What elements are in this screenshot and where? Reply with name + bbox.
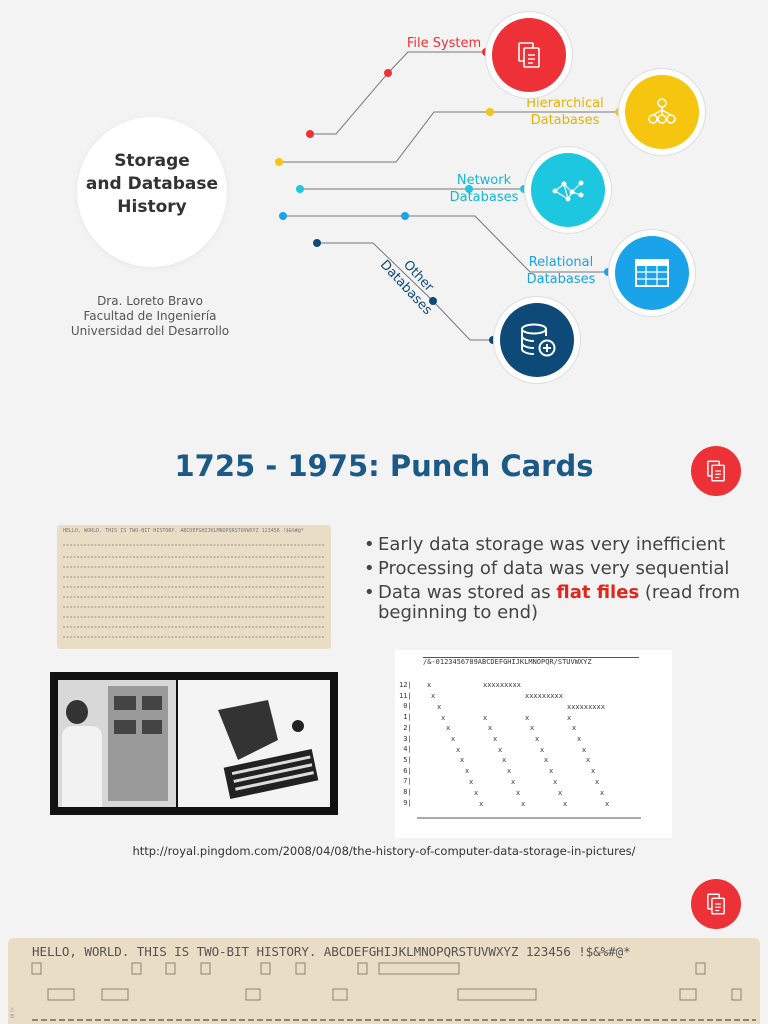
svg-text:x: x [563, 800, 568, 808]
code-row-label: 0| [399, 702, 412, 711]
keypunch-photo [50, 672, 338, 815]
svg-text:x: x [431, 692, 436, 700]
svg-text:x: x [441, 714, 446, 722]
hub-title: Storage and Database History [85, 151, 219, 217]
svg-text:x: x [507, 767, 512, 775]
document-files-icon [691, 446, 741, 496]
svg-text:x: x [586, 756, 591, 764]
svg-text:x: x [456, 746, 461, 754]
svg-text:x: x [605, 800, 610, 808]
network-graph-icon [531, 153, 605, 227]
svg-text:x: x [521, 800, 526, 808]
svg-text:x: x [525, 714, 530, 722]
code-row-label: 5| [399, 755, 412, 764]
svg-text:x: x [451, 735, 456, 743]
svg-text:x: x [493, 735, 498, 743]
svg-text:xxxxxxxxx: xxxxxxxxx [567, 703, 605, 711]
hierarchy-tree-icon [625, 75, 699, 149]
svg-text:x: x [600, 789, 605, 797]
database-add-icon [500, 303, 574, 377]
svg-text:x: x [540, 746, 545, 754]
branch-label-relational: Relational Databases [526, 255, 596, 287]
code-x-marks [395, 650, 672, 838]
svg-text:x: x [595, 778, 600, 786]
code-row-label: 11| [399, 691, 412, 700]
photo-right-panel [178, 680, 330, 807]
document-files-icon [492, 18, 566, 92]
card-edge-marker: △ ≡ [10, 1005, 15, 1020]
svg-text:x: x [577, 735, 582, 743]
svg-text:x: x [535, 735, 540, 743]
svg-text:x: x [488, 724, 493, 732]
code-row-label: 4| [399, 745, 412, 754]
node-dot [401, 212, 409, 220]
svg-text:x: x [516, 789, 521, 797]
code-row-label: 2| [399, 723, 412, 732]
branch-label-hierarchical: Hierarchical Databases [526, 96, 604, 128]
svg-text:x: x [474, 789, 479, 797]
svg-text:x: x [465, 767, 470, 775]
svg-text:x: x [502, 756, 507, 764]
svg-text:xxxxxxxxx: xxxxxxxxx [483, 681, 521, 689]
large-punch-card-holes [8, 938, 760, 1024]
svg-text:x: x [479, 800, 484, 808]
source-link[interactable]: http://royal.pingdom.com/2008/04/08/the-history-of-computer-data-storage-in-pictures/ [132, 844, 636, 858]
large-punch-card-header: HELLO, WORLD. THIS IS TWO-BIT HISTORY. ABCDEFGHIJKLMNOPQRSTUVWXYZ 123456 !$&%#@* [32, 944, 631, 959]
code-row-label: 7| [399, 777, 412, 786]
photo-left-panel [58, 680, 176, 807]
node-dot [296, 185, 304, 193]
code-header: /&-0123456789ABCDEFGHIJKLMNOPQR/STUVWXYZ [423, 658, 592, 666]
code-row-label: 8| [399, 788, 412, 797]
node-dot [275, 158, 283, 166]
node-dot [486, 108, 494, 116]
svg-text:x: x [591, 767, 596, 775]
code-row-label: 6| [399, 766, 412, 775]
svg-text:x: x [558, 789, 563, 797]
svg-text:x: x [437, 703, 442, 711]
branch-ring-network [524, 146, 612, 234]
svg-text:x: x [572, 724, 577, 732]
bullet-item: • Data was stored as flat files (read from beginning to end) [364, 583, 764, 623]
branch-label-file-system: File System [406, 36, 482, 51]
punch-card-header: HELLO, WORLD. THIS IS TWO-BIT HISTORY. ABCDEFGHIJKLMNOPQRSTUVWXYZ 123456 !$&%#@* [63, 528, 304, 534]
flat-files-highlight: flat files [556, 582, 640, 603]
node-dot [384, 69, 392, 77]
author-university: Universidad del Desarrollo [70, 324, 230, 338]
section-title: 1725 - 1975: Punch Cards [174, 449, 594, 483]
svg-text:x: x [582, 746, 587, 754]
svg-text:x: x [460, 756, 465, 764]
svg-text:x: x [427, 681, 432, 689]
svg-text:x: x [544, 756, 549, 764]
code-row-label: 1| [399, 713, 412, 722]
node-dot [306, 130, 314, 138]
author-faculty: Facultad de Ingeniería [83, 309, 217, 323]
branch-label-other: Other Databases [376, 257, 437, 319]
svg-text:x: x [511, 778, 516, 786]
svg-text:xxxxxxxxx: xxxxxxxxx [525, 692, 563, 700]
punch-code-image [395, 650, 672, 838]
mindmap-connectors [0, 0, 768, 400]
document-files-icon [691, 879, 741, 929]
author-name: Dra. Loreto Bravo [97, 294, 203, 308]
connector-file-system [310, 52, 486, 134]
punch-card-image [57, 525, 331, 649]
node-dot [279, 212, 287, 220]
code-row-label: 12| [399, 681, 412, 689]
svg-text:x: x [530, 724, 535, 732]
svg-text:x: x [549, 767, 554, 775]
code-row-label: 9| [399, 798, 412, 807]
branch-label-network: Network Databases [449, 173, 519, 205]
large-punch-card-image [8, 938, 760, 1024]
bullet-list [364, 535, 764, 627]
branch-ring-other [493, 296, 581, 384]
branch-ring-relational [608, 229, 696, 317]
branch-ring-file-system [485, 11, 573, 99]
svg-text:x: x [498, 746, 503, 754]
svg-text:x: x [446, 724, 451, 732]
table-grid-icon [615, 236, 689, 310]
svg-text:x: x [469, 778, 474, 786]
svg-text:x: x [553, 778, 558, 786]
branch-ring-hierarchical [618, 68, 706, 156]
punch-card-holes [57, 537, 331, 647]
bullet-item: • Early data storage was very inefficient [364, 535, 764, 555]
bullet-item: • Processing of data was very sequential [364, 559, 764, 579]
svg-text:x: x [483, 714, 488, 722]
node-dot [313, 239, 321, 247]
code-row-label: 3| [399, 734, 412, 743]
svg-text:x: x [567, 714, 572, 722]
